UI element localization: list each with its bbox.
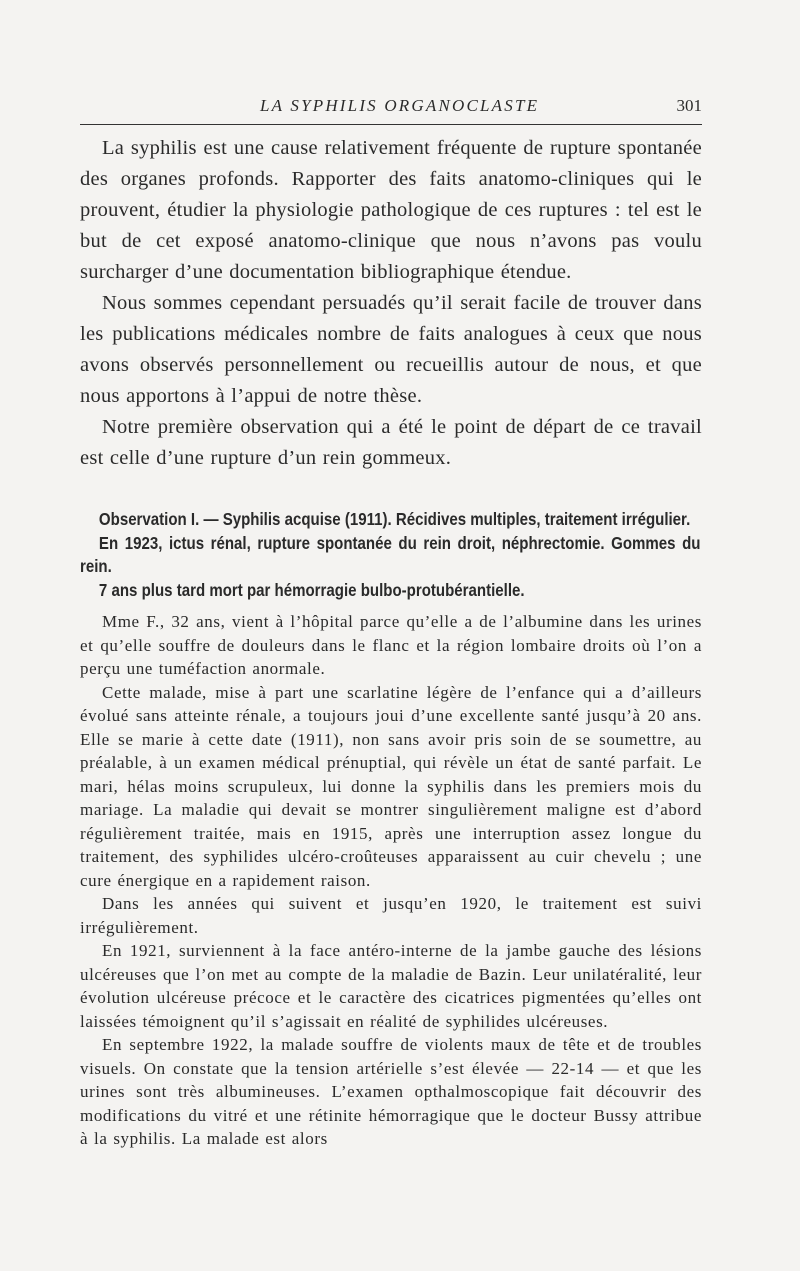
observation-paragraph: En 1921, surviennent à la face antéro-interne de la jambe gauche des lésions ulcéreuses que l’on met au compte de la maladie de Bazin. Leur unilatéralité, leur évolution ulcéreuse précoce et le caractère des cicatrices pigmentées qu’elles ont laissées témoignent qu’il s’agissait en réalité de syphilides ulcéreuses. <box>80 941 702 1031</box>
observation-body <box>80 610 702 1151</box>
observation-paragraph: Dans les années qui suivent et jusqu’en 1920, le traitement est suivi irrégulièrement. <box>80 894 702 937</box>
book-page <box>80 90 702 1151</box>
intro-section <box>80 133 702 474</box>
page-number: 301 <box>676 96 702 115</box>
observation-subtitle: 7 ans plus tard mort par hémorragie bulbo-protubérantielle. <box>98 579 525 600</box>
observation-paragraph: Cette malade, mise à part une scarlatine légère de l’enfance qui a d’ailleurs évolué sans atteinte rénale, a toujours joui d’une excellente santé jusqu’à 20 ans. Elle se marie à cette date (1911), non sans avoir pris soin de se soumettre, au préalable, à un examen médical prénuptial, qui révèle un état de santé parfait. Le mari, hélas moins scrupuleux, lui donne la syphilis dans les premiers mois du mariage. La maladie qui devait se montrer singulièrement maligne est d’abord régulièrement traitée, mais en 1915, après une interruption assez longue du traitement, des syphilides ulcéro-croûteuses apparaissent au cuir chevelu ; une cure énergique en a rapidement raison. <box>80 682 702 890</box>
page-header <box>80 90 702 125</box>
intro-paragraph: Notre première observation qui a été le point de départ de ce travail est celle d’une rupture d’un rein gommeux. <box>80 416 702 469</box>
intro-paragraph: Nous sommes cependant persuadés qu’il serait facile de trouver dans les publications médicales nombre de faits analogues à ceux que nous avons observés personnellement ou recueillis autour de nous, et que nous apportons à l’appui de notre thèse. <box>80 292 702 407</box>
observation-paragraph: Mme F., 32 ans, vient à l’hôpital parce qu’elle a de l’albumine dans les urines et qu’elle souffre de douleurs dans le flanc et la région lombaire droits où l’on a perçu une tuméfaction anormale. <box>80 612 702 678</box>
observation-heading <box>80 508 702 602</box>
observation-subtitle: En 1923, ictus rénal, rupture spontanée du rein droit, néphrectomie. Gommes du rein. <box>80 532 701 576</box>
running-title: LA SYPHILIS ORGANOCLASTE <box>260 96 540 115</box>
observation-title: Observation I. — Syphilis acquise (1911). Récidives multiples, traitement irrégulier. <box>98 509 691 529</box>
observation-paragraph: En septembre 1922, la malade souffre de violents maux de tête et de troubles visuels. On constate que la tension artérielle s’est élevée — 22-14 — et que les urines sont très albumineuses. L’examen opthalmoscopique fait découvrir des modifications du vitré et une rétinite hémorragique que le docteur Bussy attribue à la syphilis. La malade est alors <box>80 1035 702 1148</box>
intro-paragraph: La syphilis est une cause relativement fréquente de rupture spontanée des organes profonds. Rapporter des faits anatomo-cliniques qui le prouvent, étudier la physiologie pathologique de ces ruptures : tel est le but de cet exposé anatomo-clinique que nous n’avons pas voulu surcharger d’une documentation bibliographique étendue. <box>80 137 702 283</box>
